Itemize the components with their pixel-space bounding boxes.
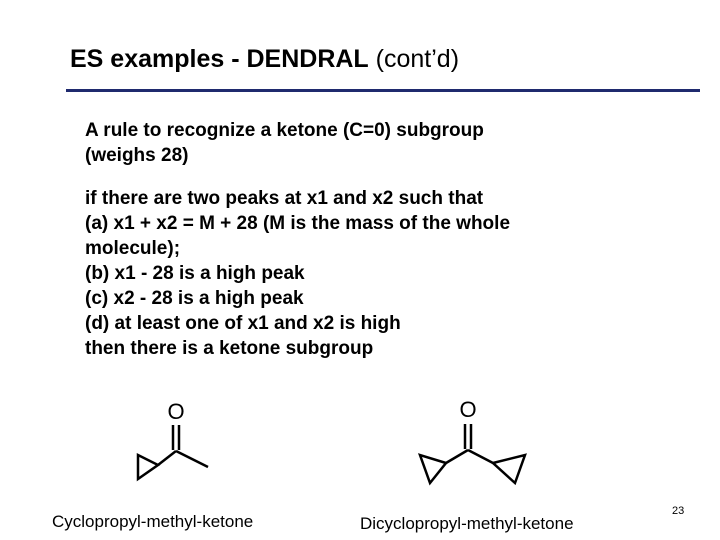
text-line: (a) x1 + x2 = M + 28 (M is the mass of the whole	[85, 213, 511, 234]
text-line: (weighs 28)	[85, 145, 189, 166]
text-line: (b) x1 - 28 is a high peak	[85, 263, 305, 284]
methyl-bond	[176, 451, 208, 467]
text-line: (c) x2 - 28 is a high peak	[85, 288, 304, 309]
ring-bond	[158, 451, 176, 465]
cyclopropane-ring-right	[493, 455, 525, 483]
text-line: if there are two peaks at x1 and x2 such that	[85, 188, 484, 209]
cyclopropane-ring-left	[420, 455, 446, 483]
title-suffix: (cont’d)	[375, 45, 460, 73]
cyclopropyl-methyl-ketone-structure	[120, 395, 230, 495]
ring-bond-left	[446, 450, 468, 463]
rule-conditions	[85, 186, 510, 361]
molecule2-caption: Dicyclopropyl-methyl-ketone	[360, 514, 574, 533]
cyclopropane-ring	[138, 455, 158, 479]
oxygen-atom-label: O	[459, 397, 477, 422]
ring-bond-right	[468, 450, 493, 463]
molecule1-caption: Cyclopropyl-methyl-ketone	[52, 512, 254, 531]
title-underline	[66, 89, 700, 92]
dicyclopropyl-methyl-ketone-structure	[400, 393, 550, 493]
text-line: A rule to recognize a ketone (C=0) subgroup	[85, 120, 484, 141]
text-line: molecule);	[85, 238, 181, 259]
text-line: then there is a ketone subgroup	[85, 338, 374, 359]
rule-description	[85, 118, 484, 168]
text-line: (d) at least one of x1 and x2 is high	[85, 313, 401, 334]
oxygen-atom-label: O	[167, 399, 185, 424]
slide-title	[70, 44, 459, 74]
page-number: 23	[672, 505, 685, 517]
title-main: ES examples - DENDRAL	[70, 45, 369, 73]
